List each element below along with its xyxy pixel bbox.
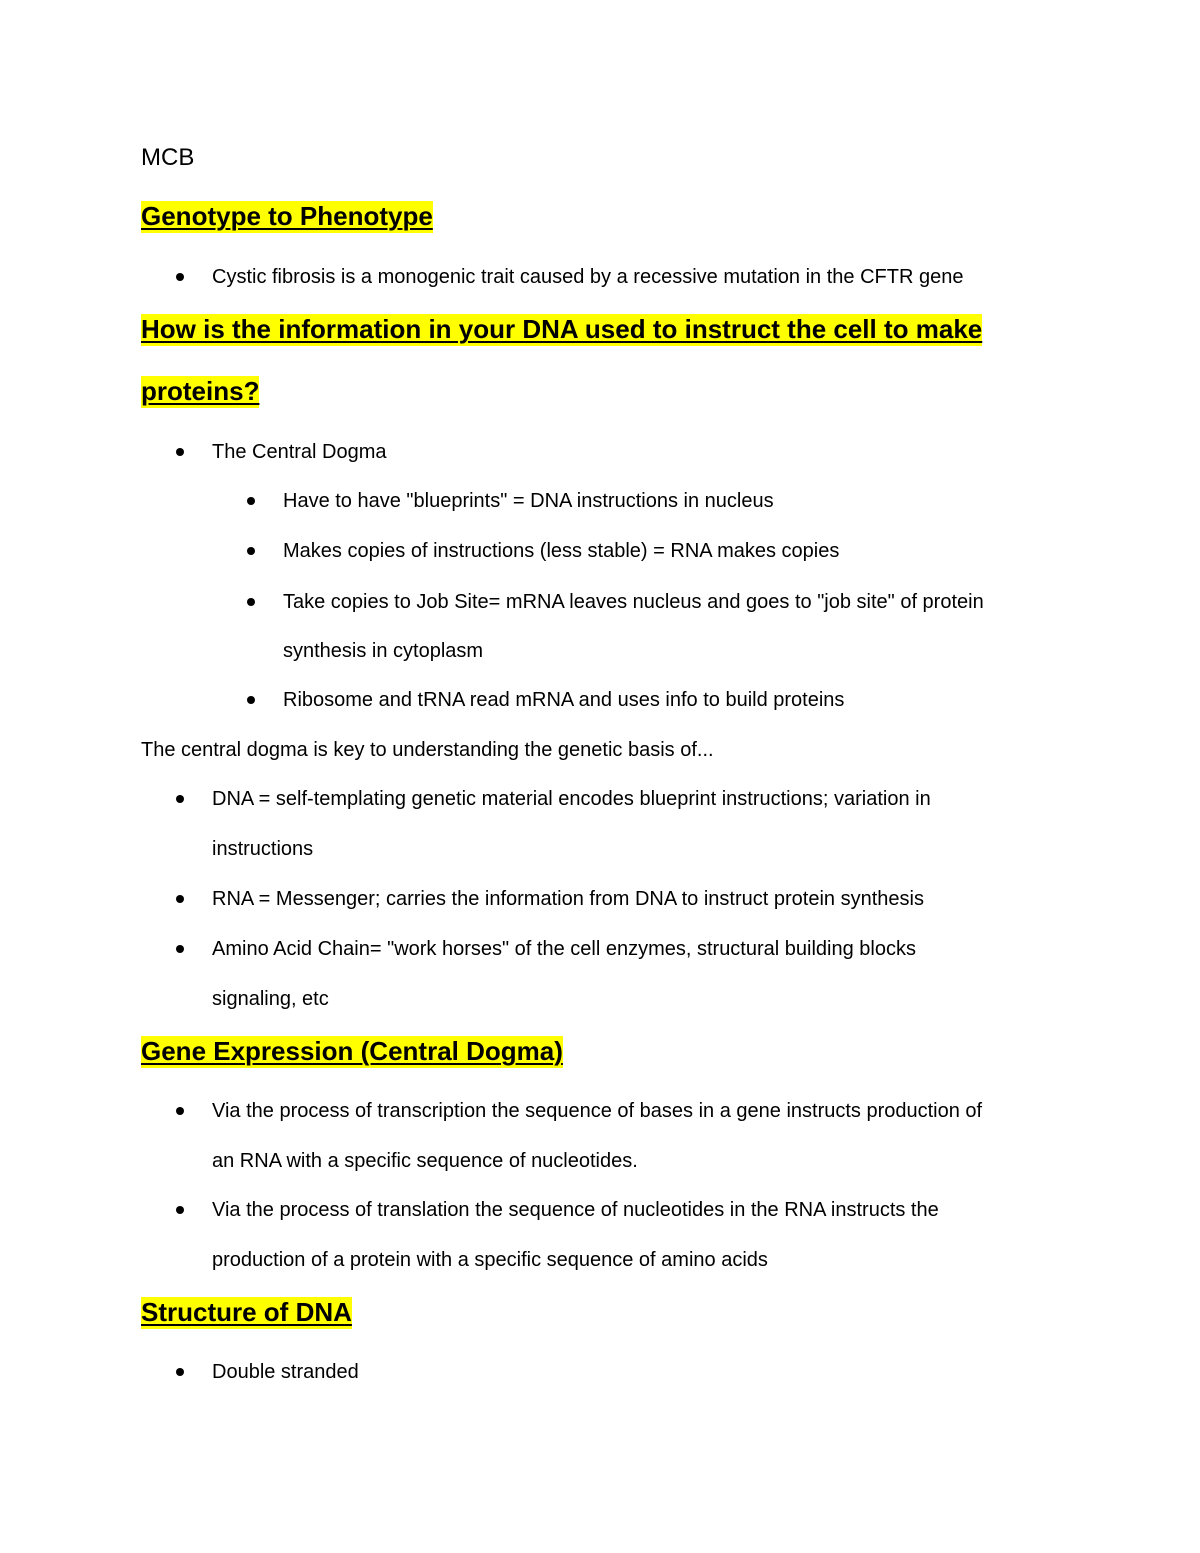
sub-bullet-item: Have to have "blueprints" = DNA instructions in nucleus bbox=[283, 490, 774, 512]
sub-bullet-dot bbox=[247, 696, 255, 704]
heading-text-line1: How is the information in your DNA used to instruct the cell to make bbox=[141, 314, 983, 344]
heading-dna-information-cont bbox=[141, 375, 259, 407]
bullet-dot bbox=[176, 1107, 184, 1115]
heading-text: Gene Expression (Central Dogma) bbox=[141, 1036, 563, 1066]
bullet-item: Via the process of translation the sequence of nucleotides in the RNA instructs the bbox=[212, 1199, 939, 1221]
heading-genotype-to-phenotype bbox=[141, 200, 433, 232]
bullet-item-continuation: instructions bbox=[212, 838, 314, 860]
heading-gene-expression bbox=[141, 1035, 563, 1067]
sub-bullet-dot bbox=[247, 598, 255, 606]
heading-text: Genotype to Phenotype bbox=[141, 201, 433, 231]
bullet-item: Amino Acid Chain= "work horses" of the cell enzymes, structural building blocks bbox=[212, 938, 916, 960]
bullet-item: The Central Dogma bbox=[212, 441, 387, 463]
sub-bullet-item: Take copies to Job Site= mRNA leaves nucleus and goes to "job site" of protein bbox=[283, 591, 984, 613]
bullet-item-continuation: production of a protein with a specific sequence of amino acids bbox=[212, 1249, 768, 1271]
sub-bullet-item: Ribosome and tRNA read mRNA and uses info to build proteins bbox=[283, 689, 845, 711]
sub-bullet-item-continuation: synthesis in cytoplasm bbox=[283, 640, 484, 662]
sub-bullet-dot bbox=[247, 547, 255, 555]
heading-text: Structure of DNA bbox=[141, 1297, 352, 1327]
bullet-item: RNA = Messenger; carries the information from DNA to instruct protein synthesis bbox=[212, 888, 924, 910]
sub-bullet-dot bbox=[247, 497, 255, 505]
document-title: MCB bbox=[141, 144, 195, 171]
bullet-item: Double stranded bbox=[212, 1361, 359, 1383]
bullet-dot bbox=[176, 1206, 184, 1214]
bullet-dot bbox=[176, 895, 184, 903]
bullet-item: Cystic fibrosis is a monogenic trait caused by a recessive mutation in the CFTR gene bbox=[212, 266, 964, 288]
paragraph-central-dogma: The central dogma is key to understanding the genetic basis of... bbox=[141, 739, 714, 761]
heading-structure-of-dna bbox=[141, 1296, 352, 1328]
bullet-dot bbox=[176, 1368, 184, 1376]
bullet-dot bbox=[176, 795, 184, 803]
heading-text-line2: proteins? bbox=[141, 376, 260, 406]
sub-bullet-item: Makes copies of instructions (less stable) = RNA makes copies bbox=[283, 540, 840, 562]
heading-dna-information bbox=[141, 313, 982, 345]
bullet-dot bbox=[176, 448, 184, 456]
bullet-item: Via the process of transcription the sequence of bases in a gene instructs production of bbox=[212, 1100, 983, 1122]
bullet-dot bbox=[176, 945, 184, 953]
bullet-item-continuation: signaling, etc bbox=[212, 988, 329, 1010]
bullet-item-continuation: an RNA with a specific sequence of nucleotides. bbox=[212, 1150, 638, 1172]
bullet-dot bbox=[176, 273, 184, 281]
bullet-item: DNA = self-templating genetic material encodes blueprint instructions; variation in bbox=[212, 788, 931, 810]
